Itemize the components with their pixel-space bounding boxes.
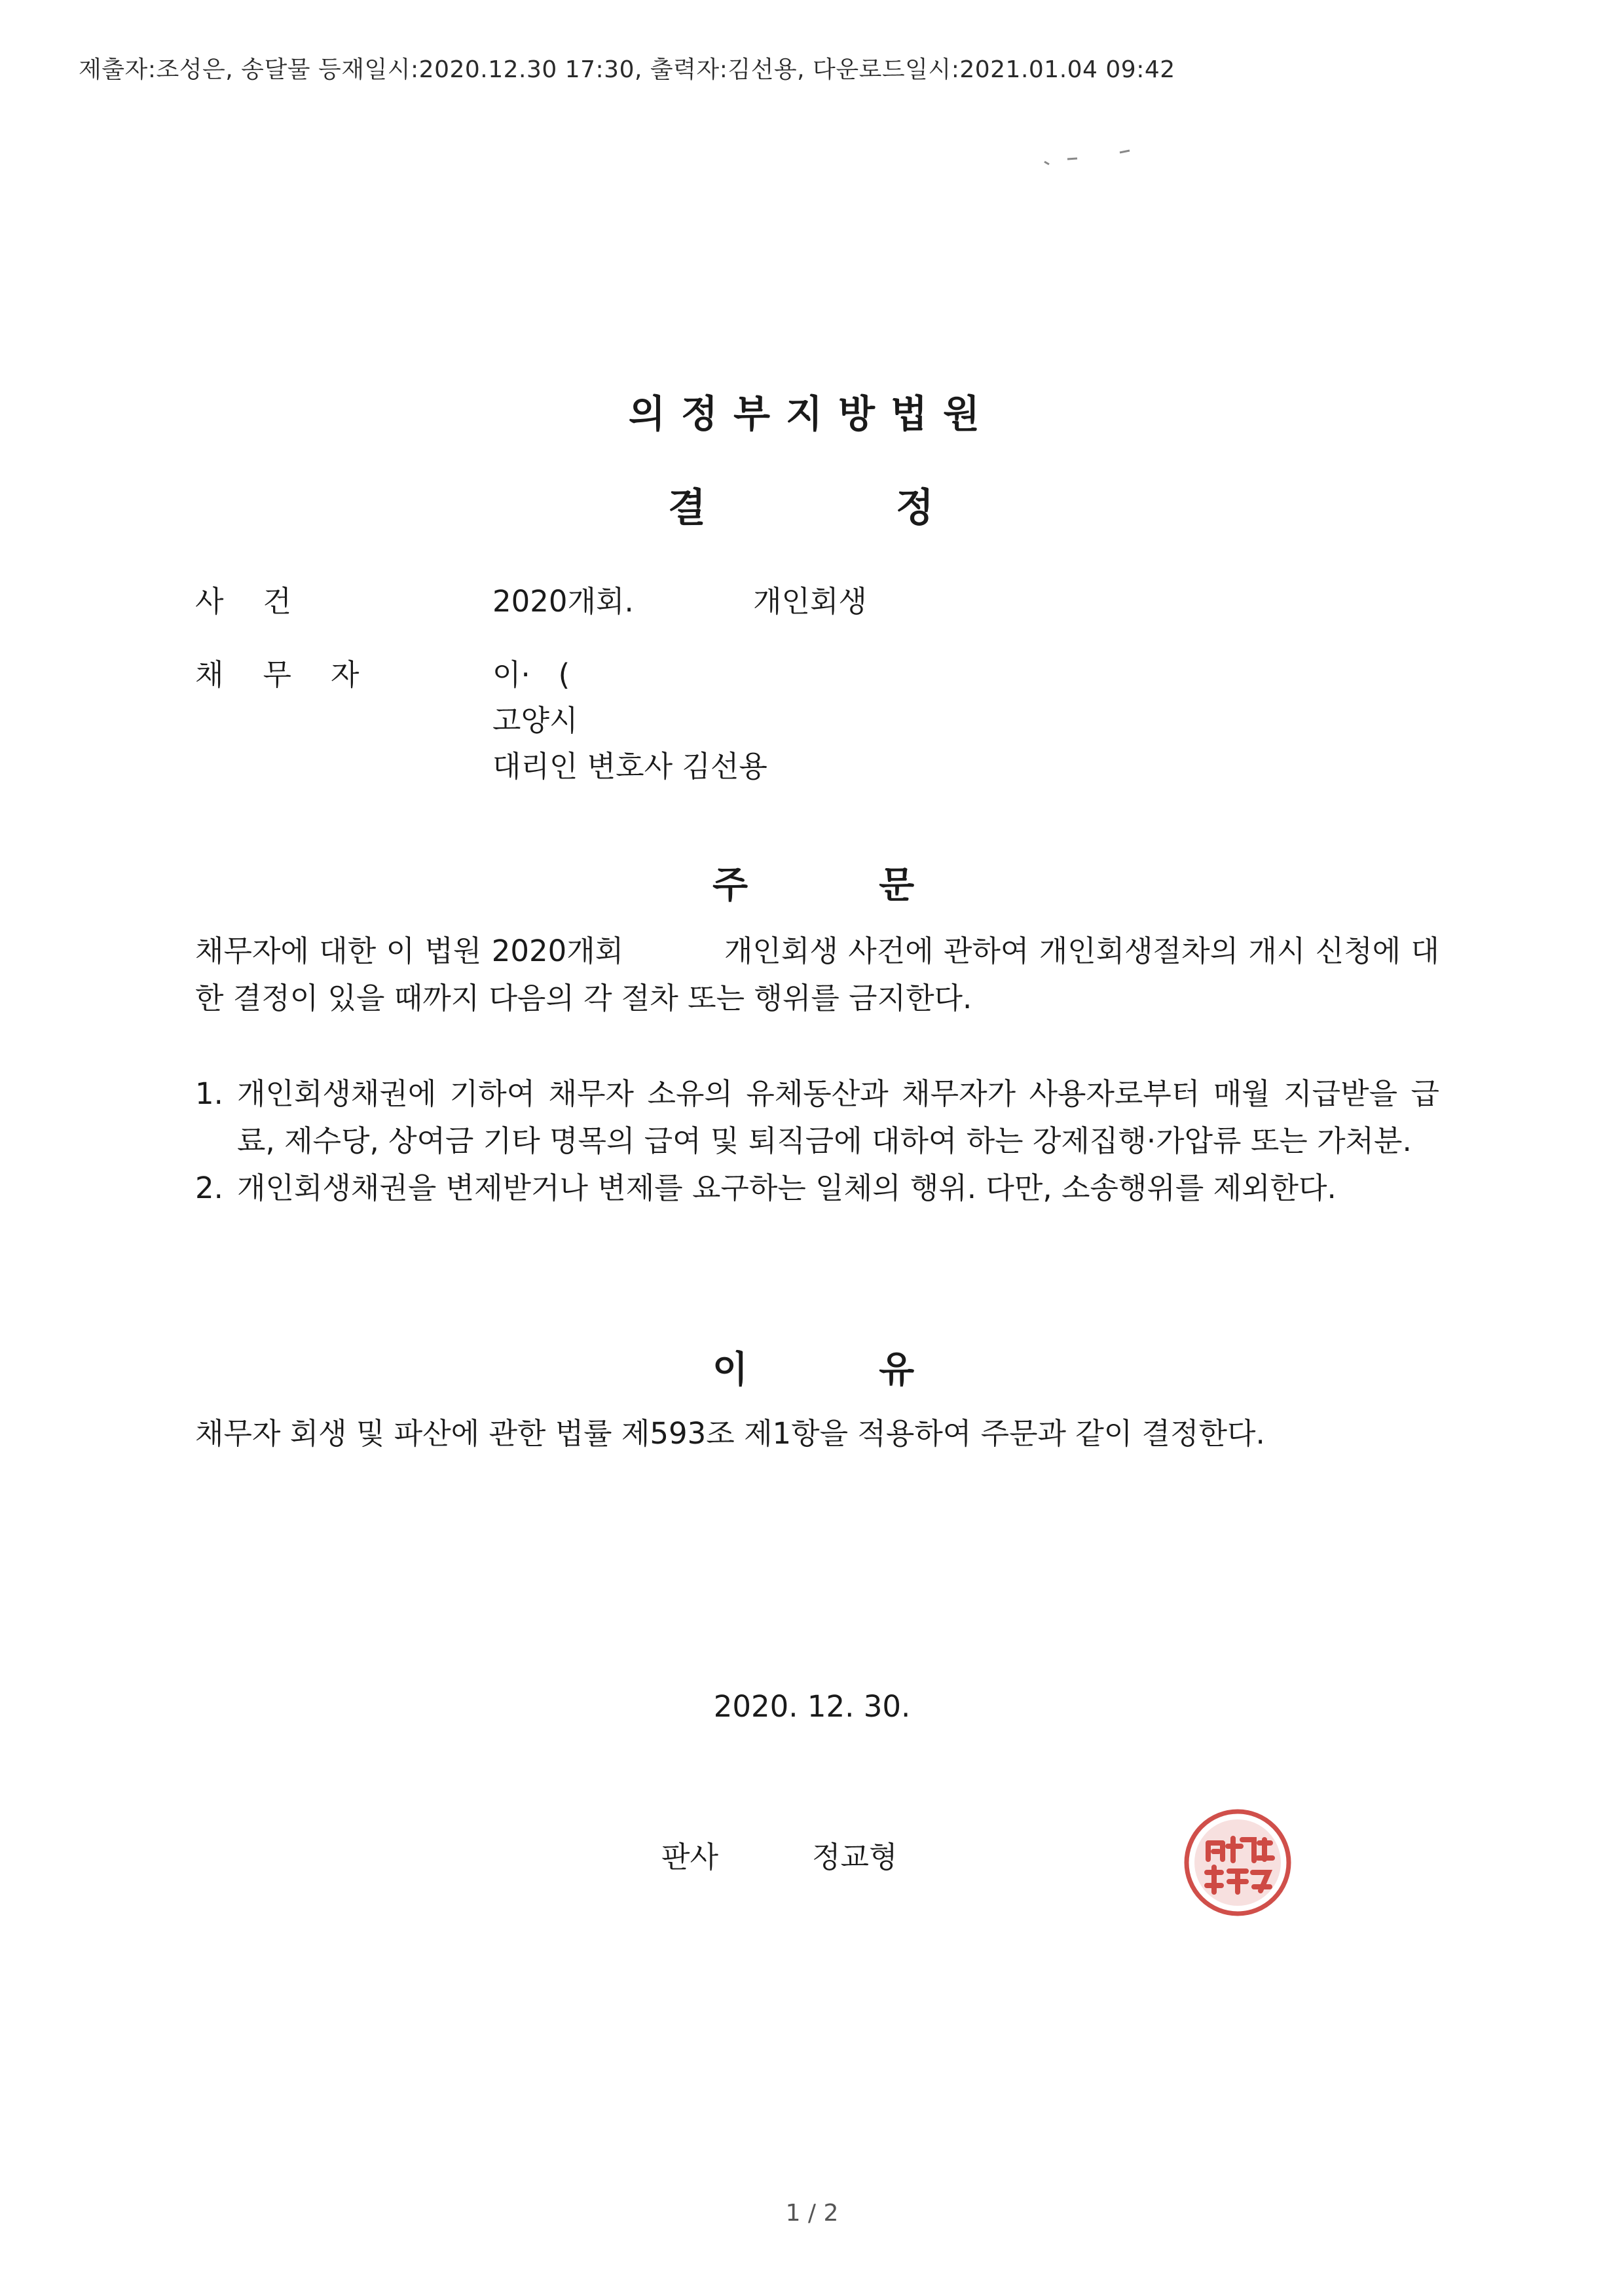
order-heading: 주문 [712,864,1046,907]
page-number: 1 / 2 [785,2200,839,2227]
scan-speck [1041,147,1146,167]
reason-heading: 이유 [712,1349,1046,1391]
case-label: 사건 [195,584,331,619]
debtor-label: 채무자 [195,657,399,692]
case-number: 2020개회. [492,584,634,619]
document-title: 결정 [668,485,1124,531]
court-name: 의정부지방법원 [628,392,996,436]
reason-text: 채무자 회생 및 파산에 관한 법률 제593조 제1항을 적용하여 주문과 같이 결정한다. [195,1416,1265,1451]
list-item-text: 개인회생채권에 기하여 채무자 소유의 유체동산과 채무자가 사용자로부터 매월 지급받을 급료, 제수당, 상여금 기타 명목의 급여 및 퇴직금에 대하여 하는 강제집행·가압류 또는 가처분. [237,1076,1439,1158]
debtor-address: 고양시 [492,703,578,738]
download-header: 제출자:조성은, 송달물 등재일시:2020.12.30 17:30, 출력자:김선용, 다운로드일시:2021.01.04 09:42 [79,56,1175,83]
debtor-agent: 대리인 변호사 김선용 [492,749,767,784]
list-item [195,1165,1439,1212]
order-intro: 채무자에 대한 이 법원 2020개회 개인회생 사건에 관하여 개인회생절차의 개시 신청에 대한 결정이 있을 때까지 다음의 각 절차 또는 행위를 금지한다. [195,934,1439,1015]
decision-date: 2020. 12. 30. [713,1689,911,1724]
debtor-name: 이· ( [492,657,570,692]
judge-label: 판사 [661,1840,718,1874]
list-item-number: 2. [195,1171,223,1205]
order-list [195,1070,1439,1212]
list-item [195,1070,1439,1165]
list-item-text: 개인회생채권을 변제받거나 변제를 요구하는 일체의 행위. 다만, 소송행위를 제외한다. [237,1171,1337,1205]
case-type: 개인회생 [753,584,867,619]
court-seal-stamp [1182,1807,1293,1918]
judge-name: 정교형 [812,1840,898,1874]
list-item-number: 1. [195,1076,223,1111]
